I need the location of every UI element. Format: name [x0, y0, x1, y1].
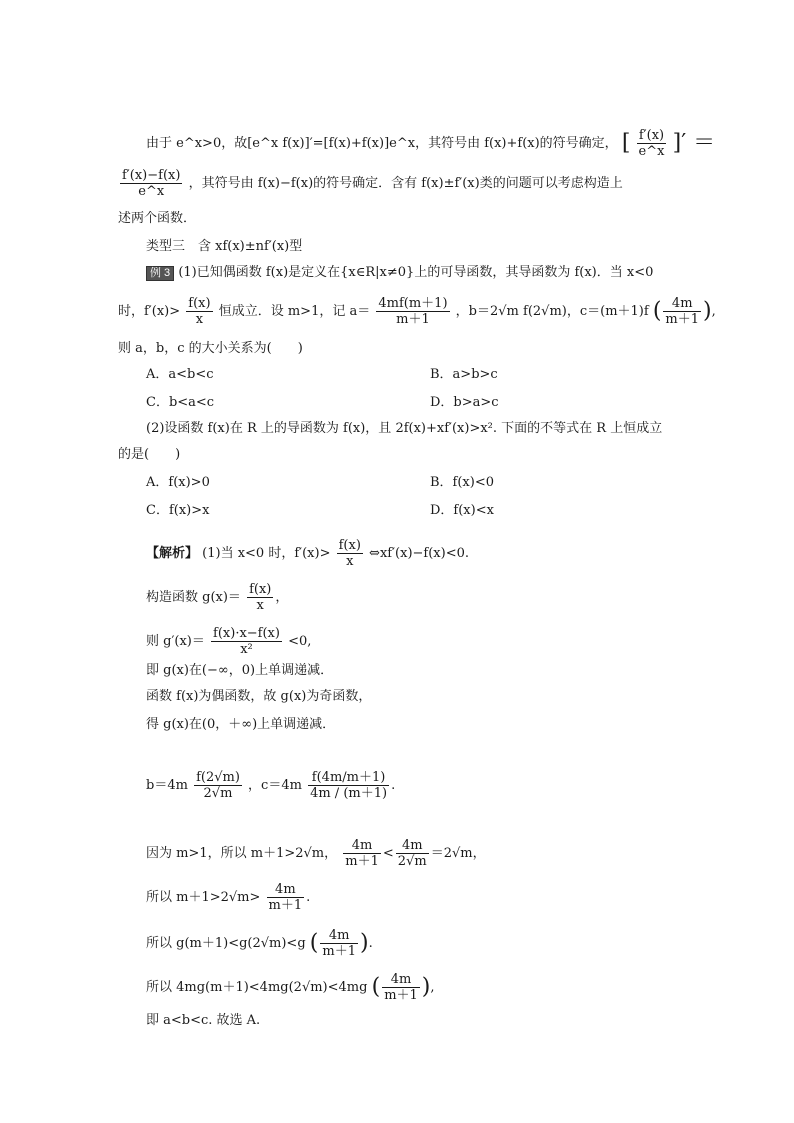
sol-line-10: 所以 g(m＋1)<g(2√m)<g ( $\frac{4m}{m+1}$ ). — [146, 928, 373, 959]
frac-num: 4m — [343, 838, 381, 854]
frac-num: f′(x)−f(x) — [122, 168, 181, 183]
frac-den: 2√m — [397, 854, 427, 869]
fraction-fx-over-x-2 — [337, 538, 363, 569]
sol-text-3b: <0, — [288, 634, 312, 649]
frac-den: m＋1 — [322, 944, 356, 959]
fraction-fx-over-x — [186, 296, 212, 327]
frac-den: x² — [240, 642, 253, 657]
frac-num: 4m — [663, 296, 701, 312]
fraction-big — [120, 168, 182, 199]
sol-text-3: 则 g′(x)＝ — [146, 634, 205, 649]
paren-open: ( — [652, 298, 662, 324]
q2-option-c: C．f(x)>x — [146, 503, 210, 518]
frac-num: 4m — [320, 928, 358, 944]
fraction-cmp-rhs — [396, 838, 429, 869]
section-heading: 类型三 含 xf(x)±nf′(x)型 — [146, 239, 303, 254]
frac-den: 4m / (m＋1) — [310, 786, 388, 801]
sol-line-1 — [146, 538, 469, 569]
intro-text-1: 由于 e^x>0，故[e^x f(x)]′=[f(x)+f(x)]e^x，其符号由 f(x)+f(x)的符号确定， — [146, 136, 618, 151]
bracket-open: [ — [621, 130, 631, 156]
sol-line-2: 构造函数 g(x)＝ $\frac{f(x)}{x}$ ， — [146, 582, 289, 613]
frac-num: 4m — [396, 838, 429, 854]
paren-close: ) — [421, 974, 431, 1000]
frac-den: m＋1 — [665, 312, 700, 327]
sol-line-4: 即 g(x)在(−∞，0)上单调递减． — [146, 663, 334, 678]
frac-num: f(x)·x−f(x) — [213, 626, 280, 641]
q2-option-b: B．f(x)<0 — [430, 475, 495, 490]
fraction-b — [194, 770, 242, 801]
frac-den: x — [256, 598, 264, 613]
q1-text-2b: 恒成立．设 m>1，记 a＝ — [218, 304, 371, 319]
frac-num: f(4m/m＋1) — [308, 770, 389, 786]
sol-line-9: 所以 m＋1>2√m> $\frac{4m}{m+1}$ . — [146, 882, 311, 913]
q1-text-2a: 时，f′(x)> — [118, 304, 181, 319]
cmp-eq-text: ＝2√m， — [430, 846, 486, 861]
q1-text-2c: ，b＝2√m f(2√m)，c＝(m＋1)f — [455, 304, 649, 319]
sol-line-7: b＝4m $\frac{f(2√m)}{2√m}$ ，c＝4m $\frac{f(4m/m+1)}{4m / (m+1)}$ . — [146, 770, 396, 801]
sol-line-11: 所以 4mg(m＋1)<4mg(2√m)<4mg ( $\frac{4m}{m+1}$ ), — [146, 972, 435, 1003]
fraction-4m-3 — [320, 928, 358, 959]
frac-num: f(2√m) — [196, 770, 240, 785]
sol-line-8: 因为 m>1，所以 m＋1>2√m， $\frac{4m}{m+1}$ < $\frac{4m}{2√m}$ ＝2√m， — [146, 838, 486, 869]
q2-line-1: (2)设函数 f(x)在 R 上的导函数为 f(x)，且 2f(x)+xf′(x)>x². 下面的不等式在 R 上恒成立 — [146, 421, 663, 436]
frac-inner-num: 4m — [321, 770, 343, 785]
fraction-a — [376, 296, 449, 327]
fraction-g — [247, 582, 273, 613]
frac-num: 4m — [382, 972, 420, 988]
q2-option-d: D．f(x)<x — [430, 503, 494, 518]
solution-tag: 【解析】 — [146, 546, 199, 561]
frac-num: f(x) — [188, 296, 211, 311]
q2-line-2: 的是( ) — [118, 447, 181, 462]
frac-den: m＋1 — [345, 854, 379, 869]
sol-text-8: 因为 m>1，所以 m＋1>2√m， — [146, 846, 338, 861]
sol-line-6: 得 g(x)在(0，＋∞)上单调递减． — [146, 717, 336, 732]
q1-text-1: (1)已知偶函数 f(x)是定义在{x∈R|x≠0}上的可导函数，其导函数为 f(x)．当 x<0 — [178, 265, 654, 280]
frac-den: e^x — [638, 144, 665, 159]
sol-text-1b: ⇔xf′(x)−f(x)<0. — [369, 546, 469, 561]
paren-close: ) — [360, 930, 369, 956]
fraction-4m-4 — [382, 972, 420, 1003]
sol-text-11: 所以 4mg(m＋1)<4mg(2√m)<4mg — [146, 980, 368, 995]
sol-text-9: 所以 m＋1>2√m> — [146, 890, 261, 905]
paren-open: ( — [371, 974, 381, 1000]
q1-option-b: B．a>b>c — [430, 367, 498, 382]
frac-den: 2√m — [203, 786, 233, 801]
q1-option-c: C．b<a<c — [146, 395, 215, 410]
sol-text-7: b＝4m — [146, 778, 188, 793]
frac-den: m＋1 — [396, 312, 430, 327]
example-badge: 例 3 — [146, 266, 174, 281]
frac-den: m＋1 — [268, 898, 303, 913]
fraction-c — [308, 770, 389, 801]
frac-num: f(x) — [249, 582, 272, 597]
paren-close: ) — [703, 298, 712, 324]
sol-text-1: (1)当 x<0 时，f′(x)> — [202, 546, 331, 561]
frac-inner-den: m＋1 — [346, 770, 381, 785]
fraction-fx-over-ex — [637, 128, 667, 159]
frac-den: e^x — [138, 184, 165, 199]
intro-line-1 — [146, 128, 715, 159]
q1-option-d: D．b>a>c — [430, 395, 499, 410]
sol-text-10: 所以 g(m＋1)<g(2√m)<g — [146, 936, 306, 951]
paren-open: ( — [309, 930, 319, 956]
q2-option-a: A．f(x)>0 — [146, 475, 210, 490]
fraction-4m — [663, 296, 701, 327]
frac-den: x — [346, 554, 354, 569]
fraction-cmp-lhs — [343, 838, 381, 869]
fraction-gprime — [211, 626, 282, 657]
frac-den: x — [195, 312, 204, 327]
frac-num: f′(x) — [637, 128, 667, 144]
sol-text-2: 构造函数 g(x)＝ — [146, 590, 241, 605]
ex3-line-2: 时，f′(x)> $\frac{f(x)}{x}$ 恒成立．设 m>1，记 a＝ $\frac{4mf(m+1)}{m+1}$ ，b＝2√m f(2√m)，c＝(m＋1)f ( $\frac{4m}{m+1}$ ), — [118, 296, 716, 327]
frac-num: 4m — [267, 882, 305, 898]
ex3-line-3: 则 a，b，c 的大小关系为( ) — [118, 341, 303, 356]
q1-option-a: A．a<b<c — [146, 367, 214, 382]
sol-text-7b: ，c＝4m — [248, 778, 302, 793]
frac-num: 4mf(m＋1) — [378, 296, 448, 311]
fraction-4m-2 — [267, 882, 305, 913]
intro-text-2: ，其符号由 f(x)−f(x)的符号确定．含有 f(x)±f′(x)类的问题可以考虑构造上 — [188, 176, 623, 191]
ex3-line-1 — [146, 264, 653, 282]
frac-num: f(x) — [338, 538, 361, 553]
sol-line-12: 即 a<b<c. 故选 A. — [146, 1013, 261, 1028]
intro-line-3: 述两个函数． — [118, 211, 197, 226]
sol-line-3 — [146, 626, 311, 657]
intro-line-2 — [118, 168, 623, 199]
frac-den: m＋1 — [384, 988, 418, 1003]
bracket-close: ]′ ＝ — [672, 130, 716, 156]
sol-line-5: 函数 f(x)为偶函数，故 g(x)为奇函数， — [146, 689, 372, 704]
